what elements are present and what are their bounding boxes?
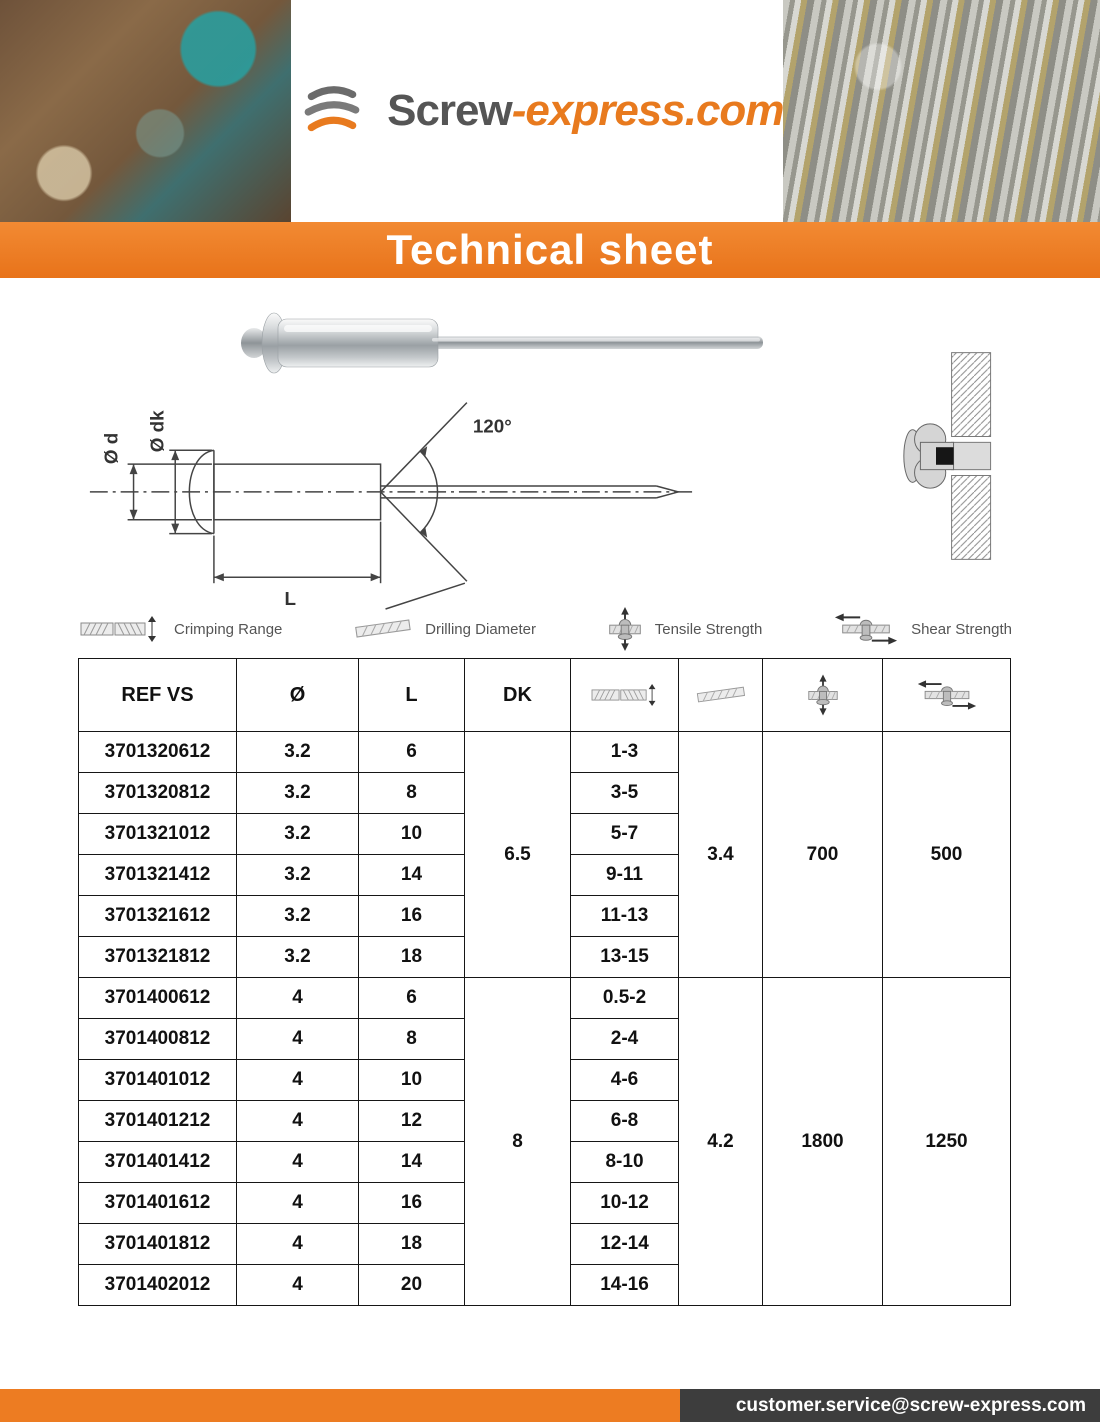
tensile-strength-icon [807, 674, 839, 716]
legend-item-shear-strength [833, 613, 1012, 645]
diameter-cell: 3.2 [237, 937, 359, 978]
diameter-cell: 3.2 [237, 896, 359, 937]
length-cell: 8 [359, 1019, 465, 1060]
screws-photo [783, 0, 1100, 222]
ref-cell: 3701401012 [79, 1060, 237, 1101]
spec-table-body [79, 732, 1011, 1306]
page-title: Technical sheet [386, 226, 714, 273]
legend-item-tensile-strength [607, 607, 763, 651]
drilling-diameter-cell: 4.2 [679, 978, 763, 1306]
header-length: L [359, 659, 465, 732]
crimping-range-cell: 11-13 [571, 896, 679, 937]
ref-cell: 3701321812 [79, 937, 237, 978]
customer-service-email-link[interactable]: customer.service@screw-express.com [735, 1394, 1086, 1416]
crimping-range-cell: 1-3 [571, 732, 679, 773]
footer [0, 1389, 1100, 1422]
logo [291, 0, 783, 222]
crimping-range-cell: 14-16 [571, 1265, 679, 1306]
length-cell: 14 [359, 855, 465, 896]
length-cell: 8 [359, 773, 465, 814]
length-cell: 18 [359, 1224, 465, 1265]
logo-suffix: -express.com [511, 86, 784, 135]
ref-cell: 3701401812 [79, 1224, 237, 1265]
length-cell: 18 [359, 937, 465, 978]
diameter-cell: 3.2 [237, 773, 359, 814]
spec-table-wrap [78, 658, 1012, 1306]
header-crimping-range [571, 659, 679, 732]
legend-label: Tensile Strength [654, 620, 763, 638]
crimping-range-cell: 2-4 [571, 1019, 679, 1060]
length-cell: 14 [359, 1142, 465, 1183]
screw-express-logo-icon [291, 80, 373, 142]
header-diameter: Ø [237, 659, 359, 732]
legend-label: Crimping Range [174, 620, 283, 638]
diameter-cell: 3.2 [237, 855, 359, 896]
banner [0, 222, 1100, 278]
tensile-strength-icon [607, 607, 643, 651]
ref-cell: 3701321612 [79, 896, 237, 937]
tensile-strength-cell: 1800 [763, 978, 883, 1306]
length-cell: 12 [359, 1101, 465, 1142]
diameter-cell: 3.2 [237, 814, 359, 855]
crimping-range-cell: 10-12 [571, 1183, 679, 1224]
crimping-range-cell: 8-10 [571, 1142, 679, 1183]
shear-strength-icon [916, 680, 978, 710]
diameter-cell: 4 [237, 1183, 359, 1224]
crimping-range-cell: 9-11 [571, 855, 679, 896]
workbench-photo [0, 0, 291, 222]
installed-rivet-diagram [858, 348, 1014, 564]
diameter-cell: 4 [237, 1142, 359, 1183]
ref-cell: 3701400812 [79, 1019, 237, 1060]
length-cell: 16 [359, 1183, 465, 1224]
crimping-range-cell: 13-15 [571, 937, 679, 978]
ref-cell: 3701320612 [79, 732, 237, 773]
legend [78, 606, 1012, 652]
crimping-range-cell: 5-7 [571, 814, 679, 855]
crimping-range-cell: 3-5 [571, 773, 679, 814]
dim-label-d: Ø d [100, 432, 122, 465]
shear-strength-cell: 1250 [883, 978, 1011, 1306]
diameter-cell: 4 [237, 1265, 359, 1306]
header-shear-strength [883, 659, 1011, 732]
drilling-diameter-icon [695, 685, 747, 705]
header-dk: DK [465, 659, 571, 732]
ref-cell: 3701321012 [79, 814, 237, 855]
dk-cell: 6.5 [465, 732, 571, 978]
table-row [79, 732, 1011, 773]
dim-label-dk: Ø dk [146, 410, 168, 453]
ref-cell: 3701400612 [79, 978, 237, 1019]
header-tensile-strength [763, 659, 883, 732]
logo-brand: Screw [387, 86, 512, 135]
length-cell: 16 [359, 896, 465, 937]
logo-text [387, 86, 783, 136]
ref-cell: 3701402012 [79, 1265, 237, 1306]
diameter-cell: 4 [237, 1224, 359, 1265]
crimping-range-cell: 12-14 [571, 1224, 679, 1265]
legend-label: Drilling Diameter [425, 620, 536, 638]
crimping-range-cell: 0.5-2 [571, 978, 679, 1019]
legend-item-crimping-range [78, 616, 282, 642]
ref-cell: 3701401612 [79, 1183, 237, 1224]
length-label: L [284, 588, 297, 610]
ref-cell: 3701321412 [79, 855, 237, 896]
diameter-cell: 4 [237, 1060, 359, 1101]
diameter-cell: 3.2 [237, 732, 359, 773]
ref-cell: 3701401412 [79, 1142, 237, 1183]
dk-cell: 8 [465, 978, 571, 1306]
drilling-diameter-icon [353, 618, 413, 640]
legend-item-drilling-diameter [353, 618, 536, 640]
drilling-diameter-cell: 3.4 [679, 732, 763, 978]
shear-strength-cell: 500 [883, 732, 1011, 978]
ref-cell: 3701320812 [79, 773, 237, 814]
angle-label: 120° [472, 415, 512, 437]
crimping-range-cell: 4-6 [571, 1060, 679, 1101]
crimping-range-icon [78, 616, 162, 642]
legend-label: Shear Strength [911, 620, 1012, 638]
length-cell: 6 [359, 732, 465, 773]
crimping-range-icon [591, 684, 659, 706]
header [0, 0, 1100, 222]
diameter-cell: 4 [237, 1101, 359, 1142]
diameter-cell: 4 [237, 1019, 359, 1060]
crimping-range-cell: 6-8 [571, 1101, 679, 1142]
tensile-strength-cell: 700 [763, 732, 883, 978]
length-cell: 10 [359, 814, 465, 855]
table-header-row [79, 659, 1011, 732]
length-cell: 10 [359, 1060, 465, 1101]
rivet-technical-drawing [78, 352, 703, 614]
length-cell: 6 [359, 978, 465, 1019]
header-drilling-diameter [679, 659, 763, 732]
length-cell: 20 [359, 1265, 465, 1306]
shear-strength-icon [833, 613, 899, 645]
ref-cell: 3701401212 [79, 1101, 237, 1142]
table-row [79, 978, 1011, 1019]
spec-table [78, 658, 1011, 1306]
footer-contact-strip [680, 1389, 1100, 1422]
header-ref: REF VS [79, 659, 237, 732]
diameter-cell: 4 [237, 978, 359, 1019]
